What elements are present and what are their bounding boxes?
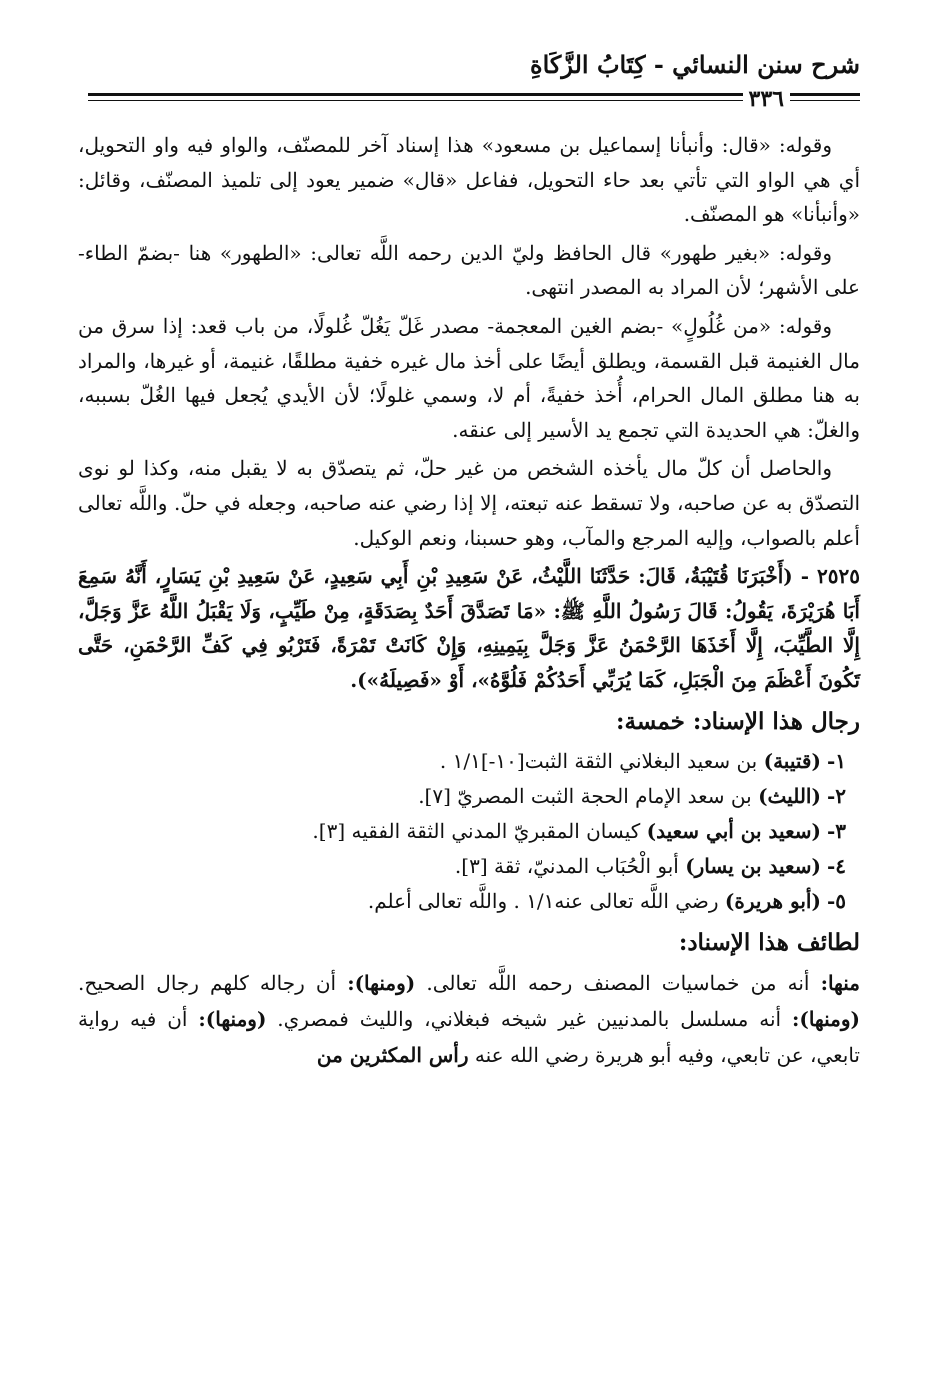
narrator-description: كيسان المقبريّ المدني الثقة الفقيه [٣]. [312, 818, 641, 843]
page-body [78, 128, 860, 1073]
header-rule [78, 86, 860, 112]
narrators-heading: رجال هذا الإسناد: خمسة: [616, 707, 860, 735]
narrator-item [78, 884, 846, 919]
narrator-description: أبو الْحُبَاب المدنيّ، ثقة [٣]. [454, 853, 679, 878]
paragraph-tahur-note: وقوله: «بغير طهور» قال الحافظ وليّ الدين رحمه اللَّه تعالى: «الطهور» هنا -بضمّ الطاء- على الأشهر؛ لأن المراد به المصدر انتهى. [78, 240, 860, 300]
subtlety-lead: منها: [820, 970, 861, 995]
paragraph-ghulul-note: وقوله: «من غُلُولٍ» -بضم الغين المعجمة- مصدر غَلّ يَغُلّ غُلولًا، من باب قعد: إذا سرق من مال الغنيمة قبل القسمة، ويطلق أيضًا على أخذ مال غيره خفية مطلقًا، غنيمة، أو غيرها، والمراد به هنا مطلق المال الحرام، أُخذ خفيةً، أم لا، وسمي غلولًا؛ لأن الأيدي يُجعل فيها الغُلّ بسببه، والغلّ: هي الحديدة التي تجمع يد الأسير إلى عنقه. [78, 313, 860, 442]
paragraph-isnad-note: وقوله: «قال: وأنبأنا إسماعيل بن مسعود» هذا إسناد آخر للمصنّف، والواو فيه واو التحويل، أي هي الواو التي تأتي بعد حاء التحويل، ففاعل «قال» ضمير يعود إلى تلميذ المصنّف، وقائل: «وأنبأنا» هو المصنّف. [78, 133, 860, 227]
narrator-number: ٣- [826, 818, 846, 843]
narrator-number: ٢- [826, 783, 846, 808]
narrator-name: (أبو هريرة) [724, 888, 821, 913]
narrator-number: ٥- [826, 888, 846, 913]
header-rule-long [88, 93, 743, 101]
narrator-description: بن سعد الإمام الحجة الثبت المصريّ [٧]. [418, 783, 752, 808]
narrator-item [78, 744, 846, 779]
narrator-name: (قتيبة) [763, 748, 821, 773]
header-rule-short [790, 93, 860, 101]
page-header [78, 40, 860, 112]
narrator-number: ١- [826, 748, 846, 773]
narrators-list [78, 744, 860, 919]
narrator-item [78, 849, 846, 884]
narrator-name: (سعيد بن يسار) [685, 853, 821, 878]
narrator-item [78, 814, 846, 849]
page-number: ٣٣٦ [748, 86, 784, 112]
book-page [78, 40, 860, 1345]
subtlety-text: أنه من خماسيات المصنف رحمه اللَّه تعالى. [426, 970, 810, 995]
subtlety-text: أن رجاله كلهم رجال الصحيح. [78, 970, 337, 995]
paragraph-conclusion: والحاصل أن كلّ مال يأخذه الشخص من غير حلّ، ثم يتصدّق به لا يقبل منه، وكذا لو نوى التصدّق به عن صاحبه، ولا تسقط عنه تبعته، إلا إذا رضي عنه صاحبه، وجعله في حلّ. واللَّه تعالى أعلم بالصواب، وإليه المرجع والمآب، وهو حسبنا، ونعم الوكيل. [78, 456, 860, 550]
narrator-description: بن سعيد البغلاني الثقة الثبت[١٠-]١/١ . [439, 748, 758, 773]
subtleties-heading: لطائف هذا الإسناد: [678, 928, 860, 956]
narrator-name: (الليث) [758, 783, 821, 808]
subtlety-lead: (ومنها): [791, 1006, 861, 1031]
subtlety-tail: رأس المكثرين من [316, 1042, 469, 1067]
narrator-item [78, 779, 846, 814]
subtleties-text [78, 965, 860, 1073]
subtlety-text: أن فيه رواية تابعي، عن تابعي، وفيه أبو هريرة رضي الله عنه [78, 1006, 860, 1067]
subtlety-lead: (ومنها): [198, 1006, 267, 1031]
hadith-text: ٢٥٢٥ - (أَخْبَرَنَا قُتَيْبَةُ، قَالَ: حَدَّثَنَا اللَّيْثُ، عَنْ سَعِيدِ بْنِ أَبِي سَعِيدٍ، عَنْ سَعِيدِ بْنِ يَسَارٍ، أَنَّهُ سَمِعَ أَبَا هُرَيْرَةَ، يَقُولُ: قَالَ رَسُولُ اللَّهِ ﷺ: «مَا تَصَدَّقَ أَحَدٌ بِصَدَقَةٍ، مِنْ طَيِّبٍ، وَلَا يَقْبَلُ اللَّهُ عَزَّ وَجَلَّ، إِلَّا الطَّيِّبَ، إِلَّا أَخَذَهَا الرَّحْمَنُ عَزَّ وَجَلَّ بِيَمِينِهِ، وَإِنْ كَانَتْ تَمْرَةً، فَتَرْبُو فِي كَفِّ الرَّحْمَنِ، حَتَّى تَكُونَ أَعْظَمَ مِنَ الْجَبَلِ، كَمَا يُرَبِّي أَحَدُكُمْ فَلُوَّهُ»، أَوْ «فَصِيلَهُ»). [78, 564, 860, 692]
narrator-number: ٤- [826, 853, 846, 878]
subtlety-lead: (ومنها): [347, 970, 416, 995]
narrator-description: رضي اللَّه تعالى عنه١/١ . واللَّه تعالى أعلم. [367, 888, 719, 913]
subtlety-text: أنه مسلسل بالمدنيين غير شيخه فبغلاني، والليث فمصري. [277, 1006, 782, 1031]
running-title: شرح سنن النسائي - كِتَابُ الزَّكَاةِ [530, 50, 860, 79]
narrator-name: (سعيد بن أبي سعيد) [646, 818, 821, 843]
